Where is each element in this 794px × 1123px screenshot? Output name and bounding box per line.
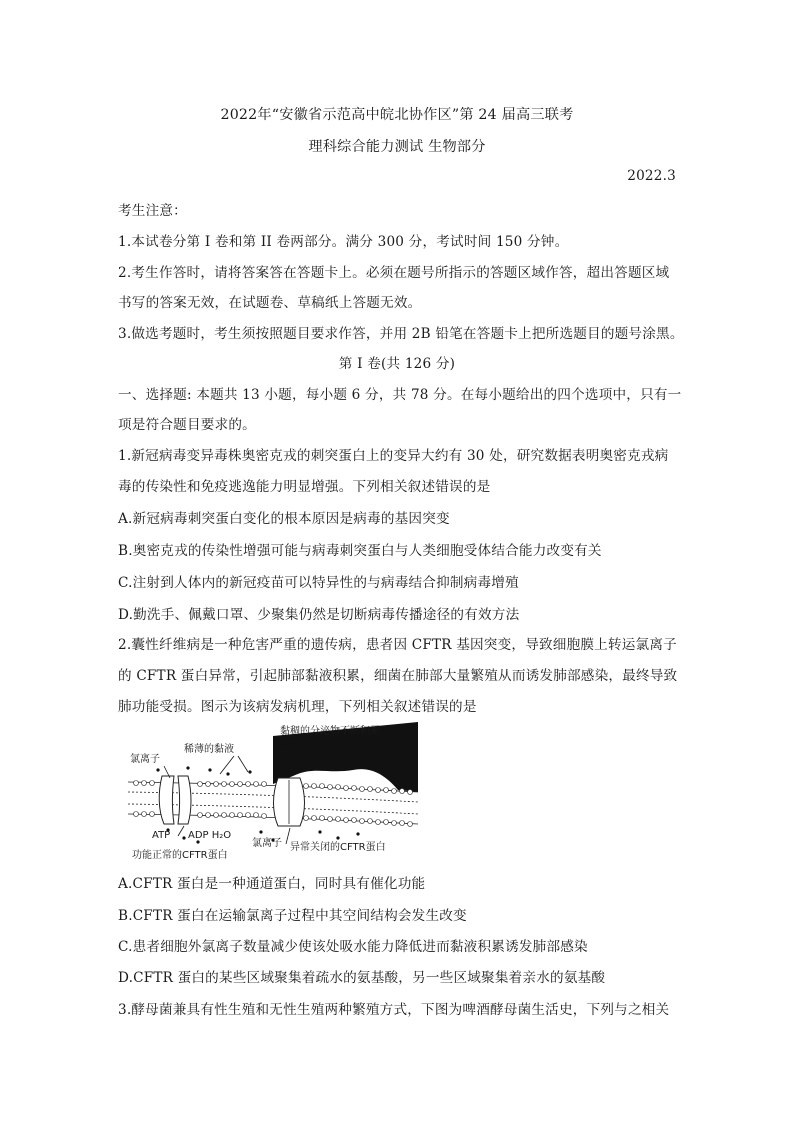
question-2-option-d: D.CFTR 蛋白的某些区域聚集着疏水的氨基酸，另一些区域聚集着亲水的氨基酸 [118, 970, 606, 986]
question-2-stem: 2.囊性纤维病是一种危害严重的遗传病，患者因 CFTR 基因突变，导致细胞膜上转运氯离子 [118, 637, 677, 653]
question-1-stem: 毒的传染性和免疫逃逸能力明显增强。下列相关叙述错误的是 [118, 479, 491, 495]
label-thin-mucus: 稀薄的黏液 [184, 744, 234, 755]
cftr-membrane-diagram [128, 722, 418, 862]
question-3-stem: 3.酵母菌兼具有性生殖和无性生殖两种繁殖方式，下图为啤酒酵母菌生活史，下列与之相关 [118, 1002, 670, 1018]
question-1-stem: 1.新冠病毒变异毒株奥密克戎的刺突蛋白上的变异大约有 30 处，研究数据表明奥密克戎病 [118, 448, 669, 464]
abnormal-cftr-protein [274, 778, 305, 826]
label-atp: ATP [152, 830, 171, 841]
question-1-option-d: D.勤洗手、佩戴口罩、少聚集仍然是切断病毒传播途径的有效方法 [118, 607, 520, 623]
label-adp-h2o: ADP H₂O [188, 830, 232, 841]
question-2-stem: 的 CFTR 蛋白异常，引起肺部黏液积累，细菌在肺部大量繁殖从而诱发肺部感染，最终导致 [118, 668, 678, 684]
phospholipid-heads [134, 781, 413, 827]
notice-item: 1.本试卷分第 I 卷和第 II 卷两部分。满分 300 分，考试时间 150 分钟。 [118, 234, 569, 250]
notice-item: 书写的答案无效，在试题卷、草稿纸上答题无效。 [118, 295, 422, 311]
question-1-option-c: C.注射到人体内的新冠疫苗可以特异性的与病毒结合抑制病毒增殖 [118, 575, 519, 591]
exam-title: 2022年“安徽省示范高中皖北协作区”第 24 届高三联考 [220, 107, 574, 123]
question-2-option-b: B.CFTR 蛋白在运输氯离子过程中其空间结构会发生改变 [118, 908, 467, 924]
question-2-option-c: C.患者细胞外氯离子数量减少使该处吸水能力降低进而黏液积累诱发肺部感染 [118, 939, 588, 955]
exam-subtitle: 理科综合能力测试 生物部分 [308, 139, 486, 155]
label-mucus-accumulate: 黏稠的分泌物不断积累 [280, 726, 380, 737]
section-title: 第 I 卷(共 126 分) [338, 356, 456, 372]
label-abnormal-cftr: 异常关闭的CFTR蛋白 [290, 842, 386, 853]
notice-heading: 考生注意： [118, 203, 187, 219]
question-1-option-a: A.新冠病毒刺突蛋白变化的根本原因是病毒的基因突变 [118, 511, 450, 527]
cftr-mechanism-figure [128, 722, 418, 862]
notice-item: 3.做选考题时，考生须按照题目要求作答，并用 2B 铅笔在答题卡上把所选题目的题号涂黑。 [118, 326, 684, 342]
label-normal-cftr: 功能正常的CFTR蛋白 [132, 850, 228, 861]
section-intro: 项是符合题目要求的。 [118, 417, 256, 433]
section-intro: 一、选择题: 本题共 13 小题，每小题 6 分，共 78 分。在每小题给出的四个选项中，只有一 [118, 387, 682, 403]
label-chloride-bottom: 氯离子 [252, 838, 282, 849]
exam-date: 2022.3 [627, 168, 676, 184]
question-2-option-a: A.CFTR 蛋白是一种通道蛋白，同时具有催化功能 [118, 876, 426, 892]
question-1-option-b: B.奥密克戎的传染性增强可能与病毒刺突蛋白与人类细胞受体结合能力改变有关 [118, 543, 602, 559]
question-2-stem: 肺功能受损。图示为该病发病机理，下列相关叙述错误的是 [118, 699, 477, 715]
label-chloride-top: 氯离子 [130, 754, 160, 765]
notice-item: 2.考生作答时，请将答案答在答题卡上。必须在题号所指示的答题区域作答，超出答题区域 [118, 265, 670, 281]
